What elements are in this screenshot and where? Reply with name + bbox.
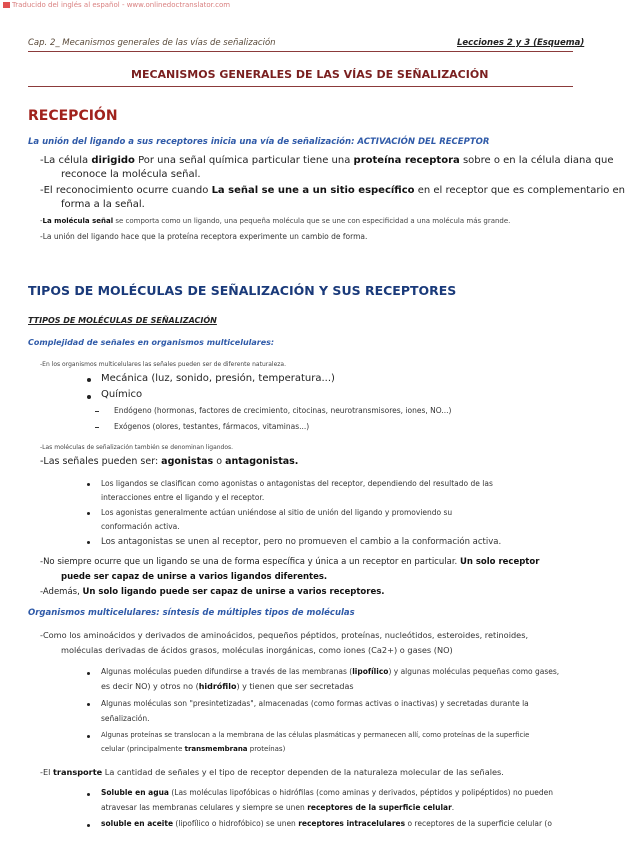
paragraph-aminoacidos-cont: moléculas derivadas de ácidos grasos, moléculas inorgánicas, como iones (Ca2+) o gases (NO) [61,645,453,655]
bullet-soluble-agua-cont: atravesar las membranas celulares y siempre se unen receptores de la superficie celular. [101,803,455,812]
paragraph-reconocimiento: -El reconocimiento ocurre cuando La señal se une a un sitio específico en el receptor que es complementario en [40,185,625,196]
paragraph-celula: -La célula dirigido Por una señal química particular tiene una proteína receptora sobre o en la célula diana que [40,155,614,166]
bullet-dot [87,483,90,486]
page-title: MECANISMOS GENERALES DE LAS VÍAS DE SEÑALIZACIÓN [131,68,489,81]
sub-bullet-antagonistas: Los antagonistas se unen al receptor, pero no promueven el cambio a la conformación activa. [101,537,502,547]
section-heading-recepcion: RECEPCIÓN [28,108,118,124]
bullet-dot [87,541,90,544]
intro-small: -En los organismos multicelulares las señales pueden ser de diferente naturaleza. [40,361,287,368]
bullet-translocan: Algunas proteínas se translocan a la membrana de las células plasmáticas y permanecen allí, como proteínas de la superficie [101,731,530,739]
subsection-heading-tipos: TTIPOS DE MOLÉCULAS DE SEÑALIZACIÓN [28,316,217,325]
organismos-heading: Organismos multicelulares: síntesis de múltiples tipos de moléculas [28,608,355,618]
sub-bullet-agonistas-cont: conformación activa. [101,522,180,531]
sub-bullet-clasifican: Los ligandos se clasifican como agonistas o antagonistas del receptor, dependiendo del resultado de las [101,479,493,488]
bullet-mecanica: Mecánica (luz, sonido, presión, temperatura...) [101,373,335,384]
dash-marker [95,411,99,412]
header-rule [28,51,573,52]
bullet-dot [87,703,90,706]
paragraph-celula-cont: reconoce la molécula señal. [61,169,201,180]
bullet-dot [87,512,90,515]
title-rule [28,86,573,87]
dash-endogeno: Endógeno (hormonas, factores de crecimiento, citocinas, neurotransmisores, iones, NO...) [114,406,452,415]
header-chapter: Cap. 2_ Mecanismos generales de las vías de señalización [28,38,276,48]
paragraph-transporte: -El transporte La cantidad de señales y el tipo de receptor dependen de la naturaleza molecular de las señales. [40,767,504,777]
complejidad-heading: Complejidad de señales en organismos multicelulares: [28,338,275,347]
bullet-quimico: Químico [101,389,143,400]
bullet-presintetizadas: Algunas moléculas son "presintetizadas", almacenadas (como formas activas o inactivas) y secretadas durante la [101,699,529,708]
bullet-dot [87,735,90,738]
bullet-presintetizadas-cont: señalización. [101,714,150,723]
sub-bullet-clasifican-cont: interacciones entre el ligando y el receptor. [101,493,265,502]
bullet-soluble-agua: Soluble en agua (Las moléculas lipofóbicas o hidrófilas (como aminas y derivados, péptidos y polipéptidos) no pueden [101,788,553,797]
sub-bullet-agonistas: Los agonistas generalmente actúan uniéndose al sitio de unión del ligando y promoviendo su [101,508,453,517]
paragraph-union-ligando: -La unión del ligando hace que la proteína receptora experimente un cambio de forma. [40,232,368,241]
bullet-soluble-aceite: soluble en aceite (lipofílico o hidrofóbico) se unen receptores intracelulares o receptores de la superficie celular (o [101,819,552,828]
translator-logo-icon [3,2,10,8]
header-lessons: Lecciones 2 y 3 (Esquema) [457,38,585,48]
bullet-dot [87,824,90,827]
paragraph-molecula-senal: -La molécula señal se comporta como un ligando, una pequeña molécula que se une con especificidad a una molécula más grande. [40,217,511,225]
ligandos-small: -Las moléculas de señalización también se denominan ligandos. [40,444,234,451]
translator-watermark: Traducido del inglés al español - www.onlinedoctranslator.com [3,1,230,9]
bullet-dot [87,672,90,675]
section-subheading-activacion: La unión del ligando a sus receptores inicia una vía de señalización: ACTIVACIÓN DEL RECEPTOR [28,137,490,147]
bullet-dot [87,395,91,399]
paragraph-no-siempre: -No siempre ocurre que un ligando se una de forma específica y única a un receptor en particular. Un solo receptor [40,557,540,567]
paragraph-no-siempre-cont: puede ser capaz de unirse a varios ligandos diferentes. [61,572,328,582]
bullet-difundirse-cont: es decir NO) y otros no (hidrófilo) y tienen que ser secretadas [101,682,354,691]
bullet-dot [87,378,91,382]
bullet-difundirse: Algunas moléculas pueden difundirse a través de las membranas (lipofílico) y algunas moléculas pequeñas como gases, [101,667,560,676]
bullet-dot [87,793,90,796]
dash-exogenos: Exógenos (olores, testantes, fármacos, vitaminas...) [114,422,310,431]
paragraph-reconocimiento-cont: forma a la señal. [61,199,145,210]
dash-marker [95,427,99,428]
paragraph-ademas: -Además, Un solo ligando puede ser capaz de unirse a varios receptores. [40,587,385,597]
bullet-translocan-cont: celular (principalmente transmembrana proteínas) [101,745,286,753]
paragraph-senales: -Las señales pueden ser: agonistas o antagonistas. [40,456,299,467]
section-heading-tipos: TIPOS DE MOLÉCULAS DE SEÑALIZACIÓN Y SUS RECEPTORES [28,283,457,298]
paragraph-aminoacidos: -Como los aminoácidos y derivados de aminoácidos, pequeños péptidos, proteínas, nucleótidos, esteroides, retinoides, [40,630,529,640]
